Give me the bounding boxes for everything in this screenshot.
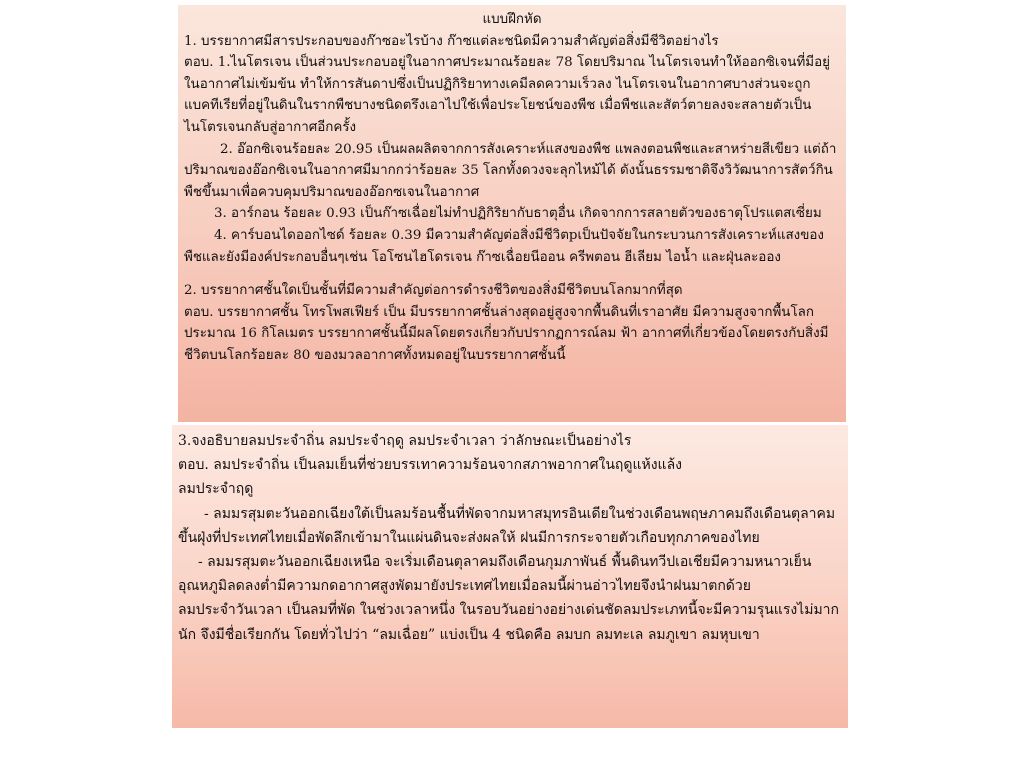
question-3: 3.จงอธิบายลมประจำถิ่น ลมประจำฤดู ลมประจำเวลา ว่าลักษณะเป็นอย่างไร [178,433,632,449]
answer-3-southwest-monsoon: - ลมมรสุมตะวันออกเฉียงใต้เป็นลมร้อนชื้นที่พัดจากมหาสมุทรอินเดียในช่วงเดือนพฤษภาคมถึงเดือนตุลาคมขึ้นฝุ่งที่ประเทศไทยเมื่อพัดลึกเข้ามาในแผ่นดินจะส่งผลให้ ฝนมีการกระจายตัวเกือบทุกภาคของไทย [178,505,836,546]
exercise-title: แบบฝึกหัด [482,12,542,27]
answer-3-seasonal-heading: ลมประจำฤดู [178,481,254,498]
question-2: 2. บรรยากาศชั้นใดเป็นชั้นที่มีความสำคัญต่อการดำรงชีวิตของสิ่งมีชีวิตบนโลกมากที่สุด [184,283,683,299]
answer-1-argon: 3. อาร์กอน ร้อยละ 0.93 เป็นก๊าซเฉื่อยไม่ทำปฏิกิริยากับธาตุอื่น เกิดจากการสลายตัวของธาตุโปรแตสเซี่ยม [214,206,822,222]
answer-2: ตอบ. บรรยากาศชั้น โทรโพสเฟียร์ เป็น มีบรรยากาศชั้นล่างสุดอยู่สูงจากพื้นดินที่เราอาศัย มีความสูงจากพื้นโลกประมาณ 16 กิโลเมตร บรรยากาศชั้นนี้มีผลโดยตรงเกี่ยวกับปรากฏการณ์ลม ฟ้า อากาศที่เกี่ยวข้องโดยตรงกับสิ่งมีชีวิตบนโลกร้อยละ 80 ของมวลอากาศทั้งหมดอยู่ในบรรยากาศชั้นนี้ [184,304,829,363]
answer-1-carbon-dioxide: 4. คาร์บอนไดออกไซด์ ร้อยละ 0.39 มีความสำคัญต่อสิ่งมีชีวิตpเป็นปัจจัยในกระบวนการสังเคราะห์แสงของพืชและยังมีองค์ประกอบอื่นๆเช่น โอโซนไฮโดรเจน ก๊าซเฉื่อยนีออน ครีพตอน ฮีเลียม ไอน้ำ และฝุ่นละออง [184,227,824,265]
paragraph-gap [184,268,840,280]
answer-3-local-wind: ตอบ. ลมประจำถิ่น เป็นลมเย็นที่ช่วยบรรเทาความร้อนจากสภาพอากาศในฤดูแห้งแล้ง [178,457,682,474]
question-1: 1. บรรยากาศมีสารประกอบของก๊าซอะไรบ้าง ก๊าซแต่ละชนิดมีความสำคัญต่อสิ่งมีชีวิตอย่างไร [184,33,719,49]
exercise-panel-bottom [172,425,848,728]
answer-1-oxygen: 2. อ๊อกซิเจนร้อยละ 20.95 เป็นผลผลิตจากการสังเคราะห์แสงของพืช แพลงตอนพืชและสาหร่ายสีเขียว แต่ถ้าปริมาณของอ๊อกซิเจนในอากาศมีมากกว่าร้อยละ 35 โลกทั้งดวงจะลุกไหม้ได้ ดังนั้นธรรมชาติจึงวิวัฒนาการสัตว์กินพืชขึ้นมาเพื่อควบคุมปริมาณของอ๊อกซเจนในอากาศ [184,141,837,200]
answer-1-nitrogen: ตอบ. 1.ไนโตรเจน เป็นส่วนประกอบอยู่ในอากาศประมาณร้อยละ 78 โดยปริมาณ ไนโตรเจนทำให้ออกซิเจนที่มีอยู่ในอากาศไม่เข้มข้น ทำให้การสันดาปซึ่งเป็นปฏิกิริยาทางเคมีลดความเร็วลง ไนโตรเจนในอากาศบางส่วนจะถูกแบคทีเรียที่อยู่ในดินในรากพืชบางชนิดตรึงเอาไปใช้เพื่อประโยชน์ของพืช เมื่อพืชและสัตว์ตายลงจะสลายตัวเป็นไนโตรเจนกลับสู่อากาศอีกครั้ง [184,55,830,135]
answer-3-northeast-monsoon: - ลมมรสุมตะวันออกเฉียงเหนือ จะเริ่มเดือนตุลาคมถึงเดือนกุมภาพันธ์ พื้นดินทวีปเอเชียมีความหนาวเย็นอุณหภูมิลดลงต่ำมีความกดอากาศสูงพัดมายังประเทศไทยเมื่อลมนี้ผ่านอ่าวไทยจึงนำฝนมาตกด้วย [178,554,812,595]
exercise-panel-top [178,5,846,422]
answer-3-daily-wind: ลมประจำวันเวลา เป็นลมที่พัด ในช่วงเวลาหนึ่ง ในรอบวันอย่างอย่างเด่นชัดลมประเภทนี้จะมีความรุนแรงไม่มากนัก จึงมีชื่อเรียกกัน โดยทั่วไปว่า “ลมเฉื่อย” แบ่งเป็น 4 ชนิดคือ ลมบก ลมทะเล ลมภูเขา ลมหุบเขา [178,602,840,643]
